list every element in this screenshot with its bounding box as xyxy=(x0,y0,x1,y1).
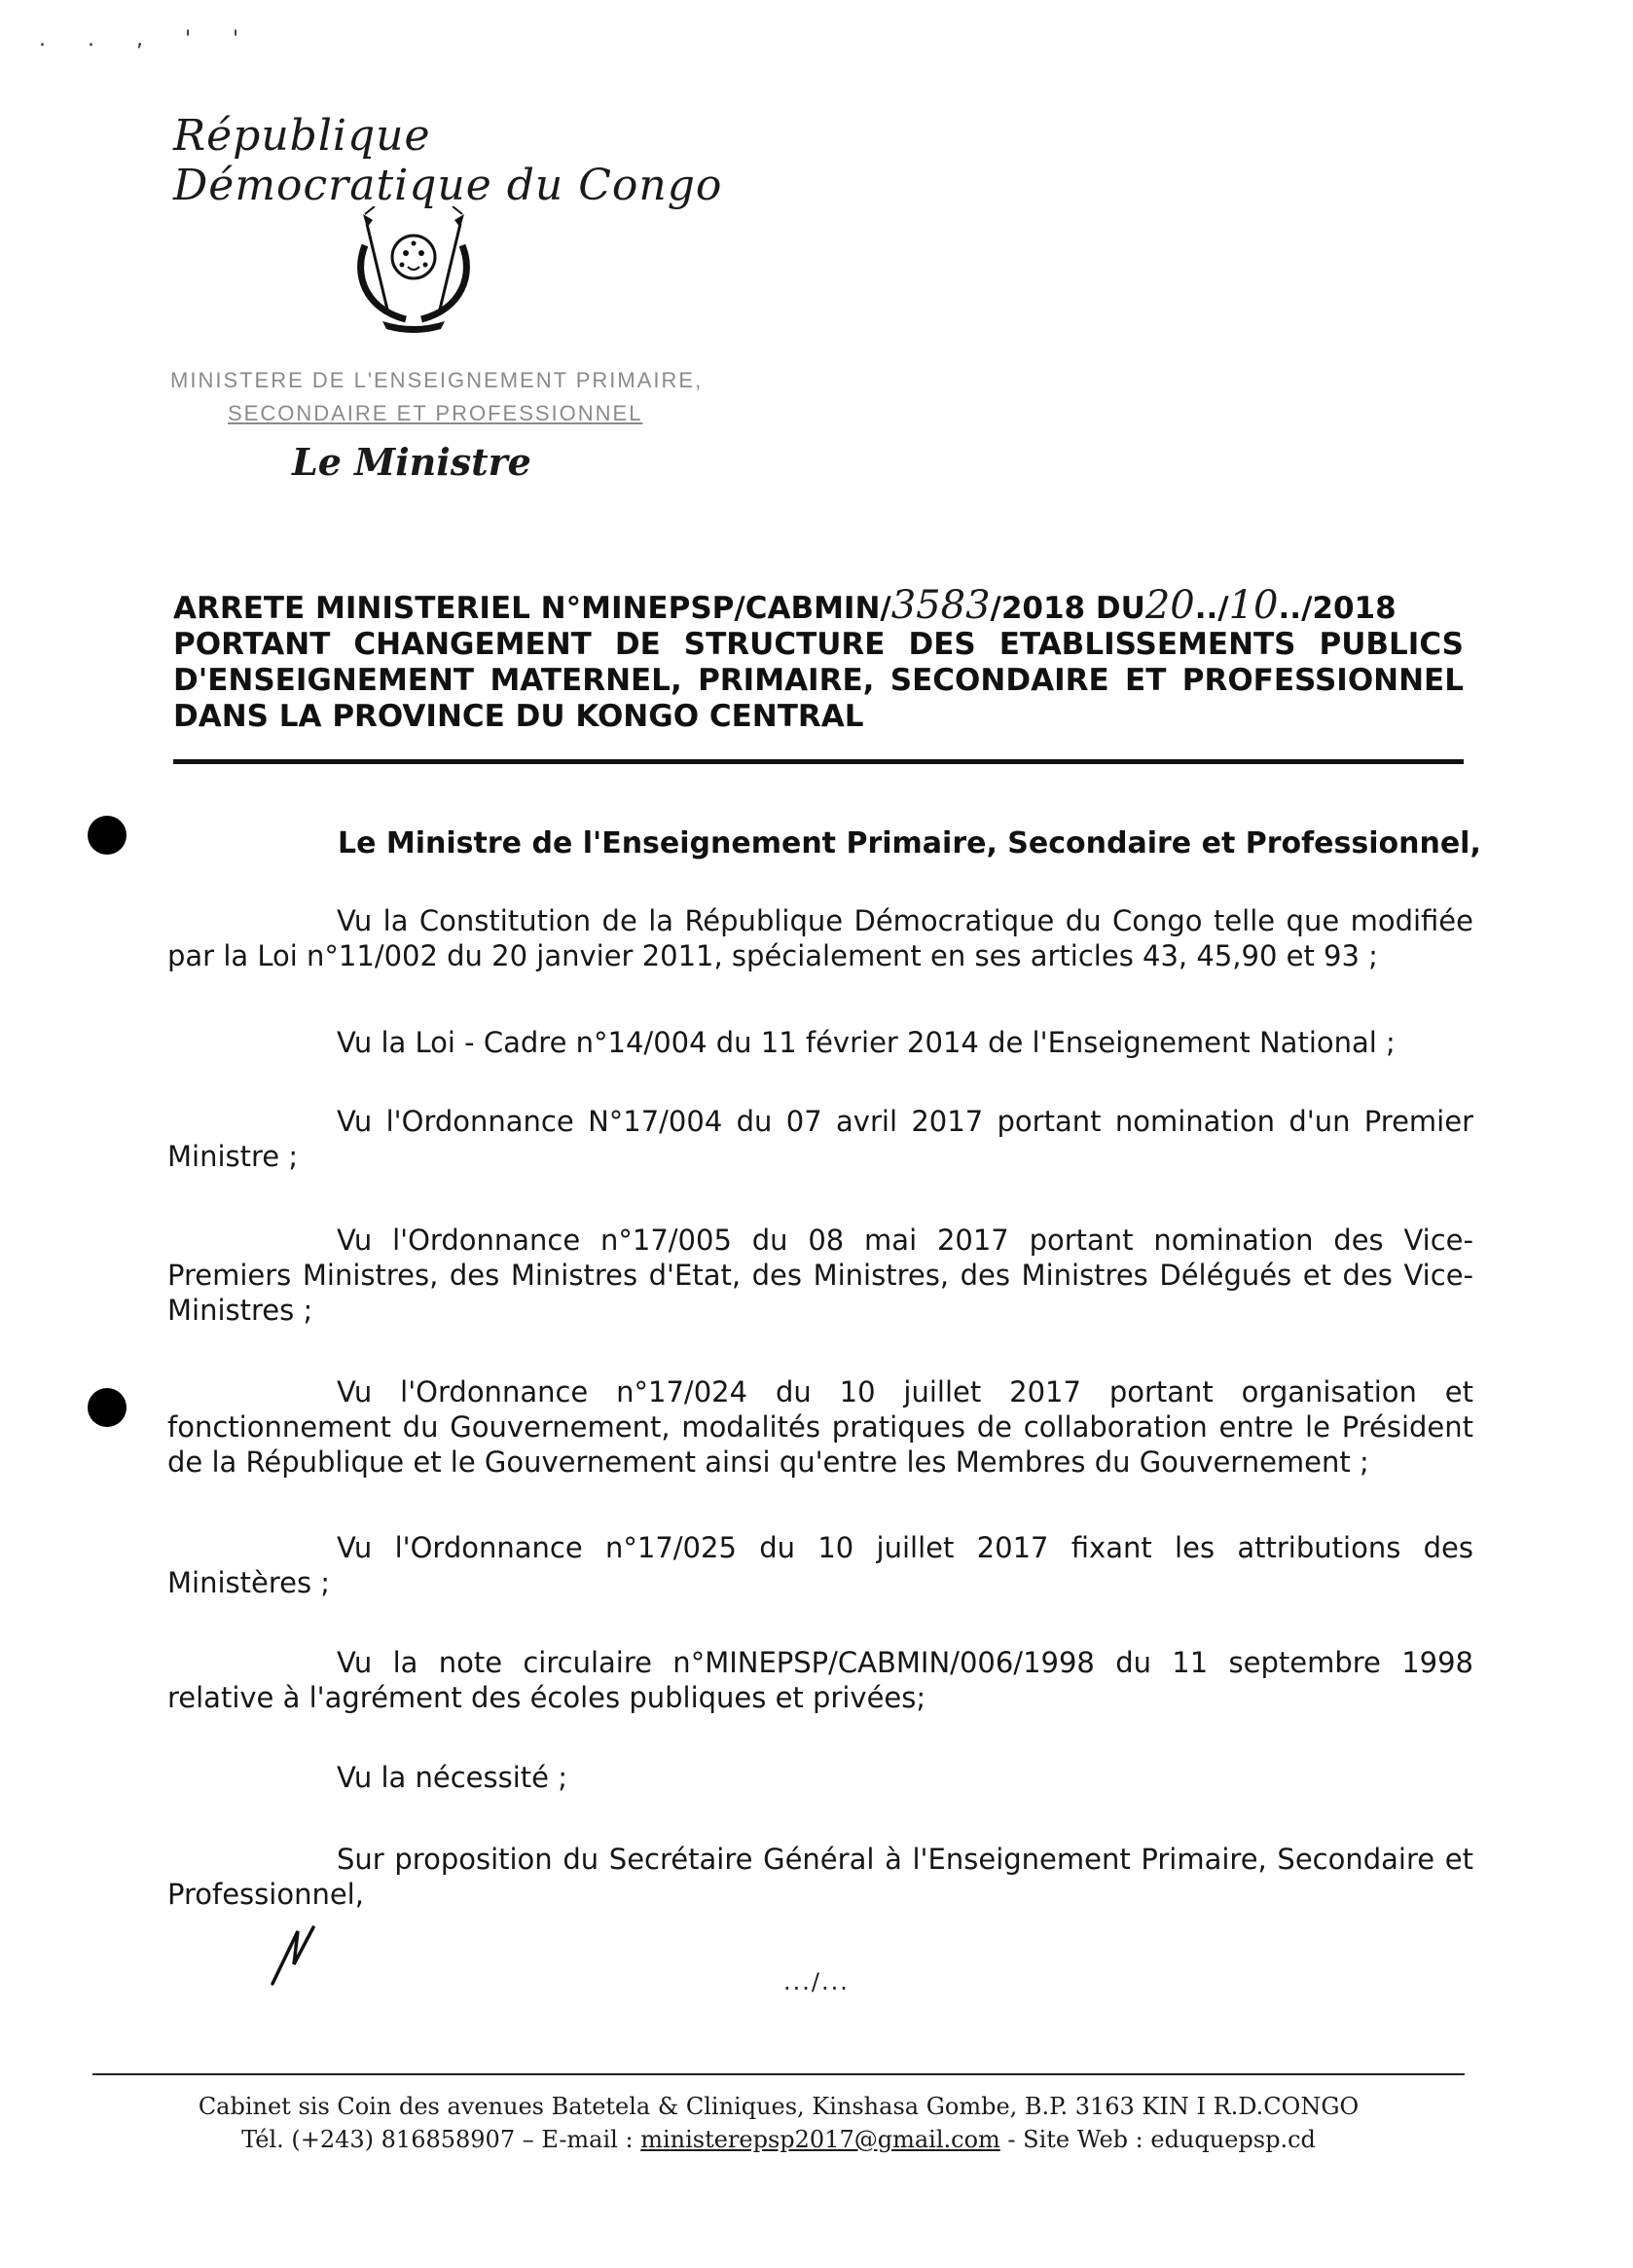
minister-intro: Le Ministre de l'Enseignement Primaire, Secondaire et Professionnel, xyxy=(338,826,1481,860)
whereas-paragraph: Vu la note circulaire n°MINEPSP/CABMIN/006/1998 du 11 septembre 1998 relative à l'agrément des écoles publiques et privées; xyxy=(167,1646,1473,1714)
proposal-paragraph: Sur proposition du Secrétaire Général à l'Enseignement Primaire, Secondaire et Professionnel, xyxy=(167,1843,1473,1911)
whereas-paragraph: Vu la Loi - Cadre n°14/004 du 11 février 2014 de l'Enseignement National ; xyxy=(337,1026,1396,1059)
initials-mark xyxy=(269,1925,317,1988)
decree-date-year: ../2018 xyxy=(1278,591,1397,626)
date-separator: ../ xyxy=(1194,591,1229,626)
scan-specks: . . , ' ' xyxy=(39,27,257,52)
decree-prefix: ARRETE MINISTERIEL N°MINEPSP/CABMIN/ xyxy=(173,591,891,626)
footer-website: - Site Web : eduquepsp.cd xyxy=(999,2126,1316,2153)
coat-of-arms-emblem xyxy=(345,206,482,333)
punch-hole xyxy=(88,816,127,855)
ministry-name-line2: SECONDAIRE ET PROFESSIONNEL xyxy=(228,401,643,425)
whereas-paragraph: Vu l'Ordonnance n°17/024 du 10 juillet 2017 portant organisation et fonctionnement du Gouvernement, modalités pratiques de collaboration entre le Président de la République et le Gouvernement ainsi qu'entre les Membres du Gouvernement ; xyxy=(167,1375,1473,1479)
decree-title xyxy=(173,583,1464,735)
handwritten-day: 20 xyxy=(1144,583,1195,628)
ministry-name-line1: MINISTERE DE L'ENSEIGNEMENT PRIMAIRE, xyxy=(170,368,704,392)
whereas-paragraph: Vu l'Ordonnance n°17/025 du 10 juillet 2017 fixant les attributions des Ministères ; xyxy=(167,1531,1473,1599)
footer-email-link[interactable]: ministerepsp2017@gmail.com xyxy=(640,2126,1000,2153)
title-divider xyxy=(173,759,1464,764)
whereas-paragraph: Vu l'Ordonnance n°17/005 du 08 mai 2017 portant nomination des Vice-Premiers Ministres, des Ministres d'Etat, des Ministres, des Ministres Délégués et des Vice-Ministres ; xyxy=(167,1224,1473,1327)
decree-subject: PORTANT CHANGEMENT DE STRUCTURE DES ETABLISSEMENTS PUBLICS D'ENSEIGNEMENT MATERNEL, PRIMAIRE, SECONDAIRE ET PROFESSIONNEL DANS LA PROVINCE DU KONGO CENTRAL xyxy=(173,627,1464,734)
whereas-paragraph: Vu la Constitution de la République Démocratique du Congo telle que modifiée par la Loi n°11/002 du 20 janvier 2011, spécialement en ses articles 43, 45,90 et 93 ; xyxy=(167,904,1473,972)
footer-divider xyxy=(92,2073,1465,2075)
footer-phone: Tél. (+243) 816858907 – E-mail : xyxy=(241,2126,641,2153)
minister-title: Le Ministre xyxy=(292,440,531,484)
footer-contact xyxy=(97,2126,1460,2153)
page-continuation: .../... xyxy=(783,1968,850,1995)
whereas-paragraph: Vu l'Ordonnance N°17/004 du 07 avril 2017 portant nomination d'un Premier Ministre ; xyxy=(167,1105,1473,1173)
handwritten-month: 10 xyxy=(1228,583,1279,628)
whereas-paragraph: Vu la nécessité ; xyxy=(337,1761,567,1794)
punch-hole xyxy=(88,1388,127,1427)
handwritten-decree-number: 3583 xyxy=(890,583,991,628)
decree-year: /2018 DU xyxy=(990,591,1145,626)
republic-heading: République Démocratique du Congo xyxy=(173,111,723,210)
decree-reference-line xyxy=(173,583,1464,628)
footer-address: Cabinet sis Coin des avenues Batetela & Cliniques, Kinshasa Gombe, B.P. 3163 KIN I R.D.CONGO xyxy=(198,2093,1360,2120)
